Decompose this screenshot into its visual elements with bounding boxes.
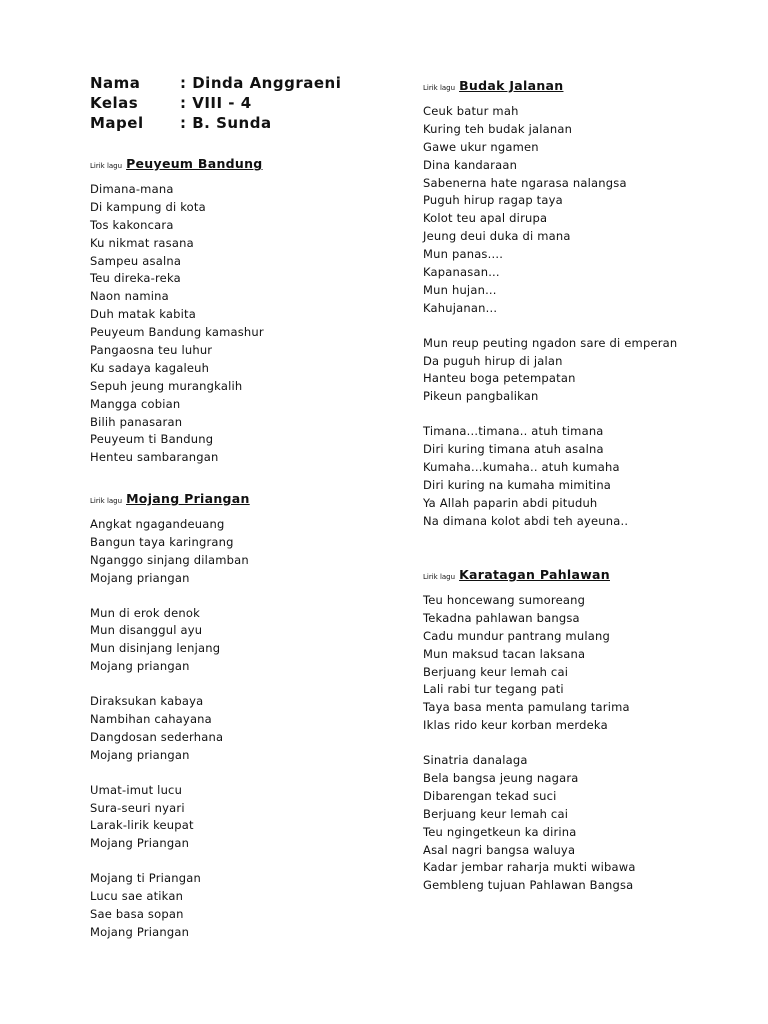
lyric-line: Sampeu asalna xyxy=(90,253,182,268)
lyric-line: Sabenerna hate ngarasa nalangsa xyxy=(423,175,627,190)
subject-key: Mapel xyxy=(90,114,144,132)
student-info xyxy=(90,73,341,133)
lyric-line: Sura-seuri nyari xyxy=(90,800,185,815)
lyric-line: Nganggo sinjang dilamban xyxy=(90,552,249,567)
lyric-line: Kapanasan... xyxy=(423,265,500,280)
stanza xyxy=(90,516,250,588)
lyric-line: Taya basa menta pamulang tarima xyxy=(423,700,630,715)
song-title: Peuyeum Bandung xyxy=(126,156,263,171)
lyric-line: Gembleng tujuan Pahlawan Bangsa xyxy=(423,878,634,893)
lyric-line: Mun di erok denok xyxy=(90,605,200,620)
class-key: Kelas xyxy=(90,94,139,112)
song-mojang-priangan xyxy=(90,488,250,959)
name-value: : Dinda Anggraeni xyxy=(180,74,342,92)
name-row xyxy=(90,73,341,93)
lyric-line: Umat-imut lucu xyxy=(90,782,183,797)
lyric-line: Ku nikmat rasana xyxy=(90,235,194,250)
lyric-line: Dangdosan sederhana xyxy=(90,729,224,744)
lyric-line: Tos kakoncara xyxy=(90,217,174,232)
lyric-line: Puguh hirup ragap taya xyxy=(423,193,563,208)
lyric-line: Jeung deui duka di mana xyxy=(423,229,571,244)
lyric-line: Ya Allah paparin abdi pituduh xyxy=(423,495,598,510)
song-peuyeum-bandung xyxy=(90,153,264,484)
lyric-line: Naon namina xyxy=(90,289,169,304)
lyric-line: Diri kuring timana atuh asalna xyxy=(423,442,604,457)
lyrics xyxy=(423,103,677,531)
song-karatagan-pahlawan xyxy=(423,564,636,912)
lyric-line: Bangun taya karingrang xyxy=(90,534,234,549)
song-heading xyxy=(423,564,636,583)
lyric-line: Mojang priangan xyxy=(90,570,190,585)
song-budak-jalanan xyxy=(423,75,677,548)
lyric-line: Timana...timana.. atuh timana xyxy=(423,424,604,439)
lyric-line: Diri kuring na kumaha mimitina xyxy=(423,477,612,492)
lyric-line: Sepuh jeung murangkalih xyxy=(90,378,243,393)
lyric-line: Berjuang keur lemah cai xyxy=(423,664,569,679)
lyric-line: Iklas rido keur korban merdeka xyxy=(423,718,608,733)
lyric-line: Mojang priangan xyxy=(90,659,190,674)
lyric-line: Mun maksud tacan laksana xyxy=(423,646,586,661)
lyric-line: Dina kandaraan xyxy=(423,157,518,172)
subject-value: : B. Sunda xyxy=(180,114,272,132)
lyric-line: Dimana-mana xyxy=(90,182,174,196)
subject-row xyxy=(90,113,341,133)
lyric-line: Mojang priangan xyxy=(90,747,190,762)
lyric-line: Di kampung di kota xyxy=(90,199,206,214)
lirik-lagu-label: Lirik lagu xyxy=(423,84,456,92)
stanza xyxy=(90,181,264,467)
lyric-line: Mojang Priangan xyxy=(90,924,190,939)
lyric-line: Henteu sambarangan xyxy=(90,450,219,465)
stanza xyxy=(423,335,677,407)
lyric-line: Mojang Priangan xyxy=(90,836,190,851)
lyric-line: Ceuk batur mah xyxy=(423,104,519,118)
stanza xyxy=(90,870,250,942)
class-row xyxy=(90,93,341,113)
lyric-line: Teu direka-reka xyxy=(90,271,181,286)
lyric-line: Asal nagri bangsa waluya xyxy=(423,842,576,857)
lyric-line: Mun reup peuting ngadon sare di emperan xyxy=(423,335,678,350)
lyric-line: Mojang ti Priangan xyxy=(90,871,202,886)
lyric-line: Kuring teh budak jalanan xyxy=(423,121,573,136)
lyric-line: Duh matak kabita xyxy=(90,307,196,322)
name-key: Nama xyxy=(90,74,141,92)
lyric-line: Kahujanan... xyxy=(423,300,498,315)
lyric-line: Berjuang keur lemah cai xyxy=(423,806,569,821)
lyric-line: Pangaosna teu luhur xyxy=(90,343,213,358)
lyric-line: Diraksukan kabaya xyxy=(90,694,204,709)
lyric-line: Pikeun pangbalikan xyxy=(423,389,539,404)
stanza xyxy=(423,103,677,318)
stanza xyxy=(90,693,250,765)
stanza xyxy=(90,605,250,677)
lyric-line: Dibarengan tekad suci xyxy=(423,788,557,803)
lyric-line: Peuyeum ti Bandung xyxy=(90,432,214,447)
lyric-line: Ku sadaya kagaleuh xyxy=(90,360,210,375)
stanza xyxy=(423,423,677,530)
stanza xyxy=(423,592,636,735)
lyric-line: Bela bangsa jeung nagara xyxy=(423,771,579,786)
lyric-line: Mun disinjang lenjang xyxy=(90,641,221,656)
lyric-line: Gawe ukur ngamen xyxy=(423,139,539,154)
lyric-line: Mangga cobian xyxy=(90,396,181,411)
lyric-line: Sinatria danalaga xyxy=(423,753,528,768)
lyric-line: Bilih panasaran xyxy=(90,414,183,429)
lyric-line: Mun hujan... xyxy=(423,282,497,297)
lyric-line: Teu ngingetkeun ka dirina xyxy=(423,824,577,839)
lyrics xyxy=(90,181,264,467)
song-heading xyxy=(90,488,250,507)
lyrics xyxy=(423,592,636,895)
lyric-line: Teu honcewang sumoreang xyxy=(423,593,586,607)
song-heading xyxy=(423,75,677,94)
lyric-line: Angkat ngagandeuang xyxy=(90,517,225,531)
class-value: : VIII - 4 xyxy=(180,94,252,112)
lyric-line: Mun disanggul ayu xyxy=(90,623,203,638)
lyric-line: Larak-lirik keupat xyxy=(90,818,194,833)
lirik-lagu-label: Lirik lagu xyxy=(423,573,456,581)
lyric-line: Sae basa sopan xyxy=(90,907,184,922)
stanza xyxy=(90,782,250,854)
lyric-line: Tekadna pahlawan bangsa xyxy=(423,610,580,625)
song-title: Mojang Priangan xyxy=(126,491,250,506)
song-heading xyxy=(90,153,264,172)
song-title: Karatagan Pahlawan xyxy=(459,567,610,582)
lyric-line: Lucu sae atikan xyxy=(90,889,184,904)
lyric-line: Hanteu boga petempatan xyxy=(423,371,576,386)
lyric-line: Peuyeum Bandung kamashur xyxy=(90,325,264,340)
lyric-line: Mun panas.... xyxy=(423,247,504,262)
lyric-line: Na dimana kolot abdi teh ayeuna.. xyxy=(423,513,629,528)
lyric-line: Kumaha...kumaha.. atuh kumaha xyxy=(423,460,620,475)
lirik-lagu-label: Lirik lagu xyxy=(90,162,123,170)
song-title: Budak Jalanan xyxy=(459,78,564,93)
lyric-line: Nambihan cahayana xyxy=(90,712,212,727)
lirik-lagu-label: Lirik lagu xyxy=(90,497,123,505)
lyric-line: Da puguh hirup di jalan xyxy=(423,353,563,368)
lyric-line: Kadar jembar raharja mukti wibawa xyxy=(423,860,636,875)
lyric-line: Lali rabi tur tegang pati xyxy=(423,682,564,697)
lyric-line: Kolot teu apal dirupa xyxy=(423,211,548,226)
lyrics xyxy=(90,516,250,942)
stanza xyxy=(423,752,636,895)
lyric-line: Cadu mundur pantrang mulang xyxy=(423,628,610,643)
